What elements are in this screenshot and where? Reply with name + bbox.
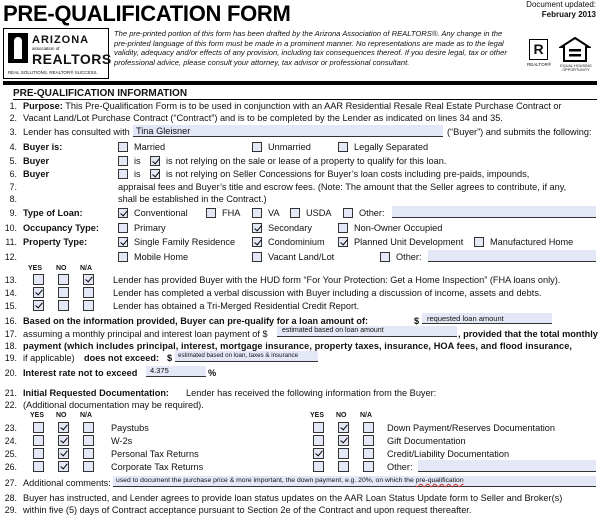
usda-checkbox[interactable] [290, 208, 300, 218]
interest-rate-label: Interest rate not to exceed [23, 368, 138, 378]
verbal-discussion-na-checkbox[interactable] [83, 287, 94, 298]
corporate-tax-no-checkbox[interactable] [58, 461, 69, 472]
line-number: 14. [4, 288, 17, 298]
concessions-text-2: appraisal fees and Buyer’s title and escrow fees. (Note: The amount that the Seller agrees to contribute, if any, [118, 182, 567, 192]
property-other-label: Other: [396, 252, 422, 262]
line-number: 27. [4, 478, 17, 488]
down-payment-yes-checkbox[interactable] [313, 422, 324, 433]
paystubs-yes-checkbox[interactable] [33, 422, 44, 433]
header-divider [3, 81, 597, 85]
married-label: Married [134, 142, 166, 152]
conventional-label: Conventional [134, 208, 188, 218]
logo-tagline: REAL SOLUTIONS. REALTOR® SUCCESS. [8, 70, 98, 75]
section-title: PRE-QUALIFICATION INFORMATION [13, 88, 188, 99]
na-column-head: N/A [360, 412, 373, 419]
credit-liability-na-checkbox[interactable] [363, 448, 374, 459]
line-number: 19. [4, 353, 17, 363]
total-payment-value: estimated based on loan, taxes & insurance [178, 352, 299, 359]
down-payment-na-checkbox[interactable] [363, 422, 374, 433]
realtor-icon-label: REALTOR® [527, 62, 552, 67]
paystubs-no-checkbox[interactable] [58, 422, 69, 433]
equal-housing-icon [559, 37, 591, 63]
pud-label: Planned Unit Development [354, 237, 464, 247]
verbal-discussion-yes-checkbox[interactable] [33, 287, 44, 298]
down-payment-label: Down Payment/Reserves Documentation [387, 423, 556, 433]
line-number: 20. [4, 368, 17, 378]
buyer-submits-label: (“Buyer”) and submits the following: [447, 127, 592, 137]
docs-other-yes-checkbox[interactable] [313, 461, 324, 472]
line-number: 13. [4, 275, 17, 285]
interest-rate-value: 4.375 [150, 366, 169, 375]
yes-column-head: YES [28, 265, 43, 272]
provided-total-text: , provided that the total monthly [458, 329, 598, 339]
no-column-head: NO [56, 265, 67, 272]
initial-docs-text: Lender has received the following information from the Buyer: [186, 388, 437, 398]
personal-tax-na-checkbox[interactable] [83, 448, 94, 459]
single-family-checkbox[interactable] [118, 237, 128, 247]
closing-text-1: Buyer has instructed, and Lender agrees to provide loan status updates on the AAR Loan Status Update form to Seller and Broker(s) [23, 493, 563, 503]
purpose-line-1 [23, 101, 562, 111]
mobile-home-label: Mobile Home [134, 252, 189, 262]
yes-column-head: YES [310, 412, 325, 419]
additional-comments-text: used to document the purchase price & more important, the down payment, e.g. 20%, on which the [116, 477, 416, 484]
credit-liability-no-checkbox[interactable] [338, 448, 349, 459]
non-owner-occupied-checkbox[interactable] [338, 223, 348, 233]
unmarried-label: Unmarried [268, 142, 311, 152]
initial-docs-label: Initial Requested Documentation: [23, 388, 169, 398]
line-number: 29. [4, 505, 17, 515]
hud-form-no-checkbox[interactable] [58, 274, 69, 285]
unmarried-checkbox[interactable] [252, 142, 262, 152]
manufactured-home-checkbox[interactable] [474, 237, 484, 247]
prequalify-text: Based on the information provided, Buyer can pre-qualify for a loan amount of: [23, 316, 369, 326]
pud-checkbox[interactable] [338, 237, 348, 247]
single-family-label: Single Family Residence [134, 237, 236, 247]
w2s-no-checkbox[interactable] [58, 435, 69, 446]
line-number: 18. [4, 341, 17, 351]
manufactured-home-label: Manufactured Home [490, 237, 574, 247]
loan-other-field[interactable] [392, 206, 596, 218]
credit-report-no-checkbox[interactable] [58, 300, 69, 311]
non-owner-occupied-label: Non-Owner Occupied [354, 223, 443, 233]
gift-doc-na-checkbox[interactable] [363, 435, 374, 446]
fha-checkbox[interactable] [206, 208, 216, 218]
buyer-is-label: Buyer is: [23, 142, 63, 152]
buyer-is-not-relying-concessions-checkbox[interactable] [150, 169, 160, 179]
down-payment-no-checkbox[interactable] [338, 422, 349, 433]
line-number: 3. [9, 127, 17, 137]
docs-other-label: Other: [387, 462, 413, 472]
verbal-discussion-text: Lender has completed a verbal discussion with Buyer including a discussion of income, assets and debts. [113, 288, 542, 298]
buyer-is-not-relying-sale-checkbox[interactable] [150, 156, 160, 166]
fha-label: FHA [222, 208, 241, 218]
na-column-head: N/A [80, 412, 93, 419]
condominium-label: Condominium [268, 237, 325, 247]
credit-report-text: Lender has obtained a Tri-Merged Residential Credit Report. [113, 301, 360, 311]
docs-other-no-checkbox[interactable] [338, 461, 349, 472]
realtor-r-icon: R [529, 39, 548, 60]
va-label: VA [268, 208, 280, 218]
buyer-is-relying-concessions-checkbox[interactable] [118, 169, 128, 179]
buyer-label: Buyer [23, 169, 50, 179]
relying-sale-text: is not relying on the sale or lease of a property to qualify for this loan. [166, 156, 447, 166]
loan-other-label: Other: [359, 208, 385, 218]
w2s-yes-checkbox[interactable] [33, 435, 44, 446]
dollar-sign: $ [167, 353, 173, 363]
purpose-text-1: This Pre-Qualification Form is to be used in conjunction with an AAR Residential Resale Real Estate Purchase Contract or [65, 101, 562, 111]
line-number: 12. [4, 252, 17, 262]
conventional-checkbox[interactable] [118, 208, 128, 218]
line-number: 24. [4, 436, 17, 446]
corporate-tax-yes-checkbox[interactable] [33, 461, 44, 472]
married-checkbox[interactable] [118, 142, 128, 152]
gift-doc-label: Gift Documentation [387, 436, 466, 446]
personal-tax-no-checkbox[interactable] [58, 448, 69, 459]
personal-tax-label: Personal Tax Returns [111, 449, 199, 459]
line-number: 4. [9, 142, 17, 152]
line-number: 28. [4, 493, 17, 503]
hud-form-yes-checkbox[interactable] [33, 274, 44, 285]
disclaimer-text: The pre-printed portion of this form has been drafted by the Arizona Association of REALTORS®. Any change in the pre-printed language of this form must be made in a prominent manner. No representations are made as to the legal validity, adequacy and/or effects of any provision, including tax consequences thereof. If you desire legal, tax or other professional advice, please consult your attorney, tax advisor or professional consultant. [114, 29, 507, 67]
line-number: 7. [9, 182, 17, 192]
property-other-checkbox[interactable] [380, 252, 390, 262]
line-number: 22. [4, 400, 17, 410]
corporate-tax-label: Corporate Tax Returns [111, 462, 204, 472]
lender-consulted-label: Lender has consulted with [23, 127, 130, 137]
logo-association: association of [32, 46, 60, 51]
credit-report-na-checkbox[interactable] [83, 300, 94, 311]
relying-concessions-text: is not relying on Seller Concessions for Buyer’s loan costs including pre-paids, impounds, [166, 169, 530, 179]
yes-column-head: YES [30, 412, 45, 419]
mobile-home-checkbox[interactable] [118, 252, 128, 262]
closing-text-2: within five (5) days of Contract acceptance pursuant to Section 2e of the Contract and upon request thereafter. [23, 505, 472, 515]
primary-label: Primary [134, 223, 166, 233]
dollar-sign: $ [414, 316, 420, 326]
loan-other-checkbox[interactable] [343, 208, 353, 218]
condominium-checkbox[interactable] [252, 237, 262, 247]
line-number: 17. [4, 329, 17, 339]
additional-docs-note: (Additional documentation may be required). [23, 400, 204, 410]
hud-form-na-checkbox[interactable] [83, 274, 94, 285]
cactus-logo-icon [8, 33, 28, 63]
purpose-label: Purpose: [23, 101, 63, 111]
is-label: is [134, 169, 141, 179]
updated-date: February 2013 [541, 10, 596, 19]
line-number: 16. [4, 316, 17, 326]
section-divider [13, 99, 597, 100]
monthly-payment-text: assuming a monthly principal and interest loan payment of $ [23, 329, 268, 339]
occupancy-label: Occupancy Type: [23, 223, 99, 233]
line-number: 26. [4, 462, 17, 472]
percent-sign: % [208, 368, 217, 378]
docs-other-field[interactable] [418, 460, 596, 472]
no-column-head: NO [336, 412, 347, 419]
if-applicable-text: if applicable) [23, 353, 75, 363]
document-updated [526, 0, 596, 20]
no-column-head: NO [56, 412, 67, 419]
hud-form-text: Lender has provided Buyer with the HUD form “For Your Protection: Get a Home Inspection” (FHA loans only). [113, 275, 561, 285]
logo-arizona: ARIZONA [32, 34, 90, 46]
primary-checkbox[interactable] [118, 223, 128, 233]
legally-separated-checkbox[interactable] [338, 142, 348, 152]
line-number: 25. [4, 449, 17, 459]
line-number: 6. [9, 169, 17, 179]
secondary-checkbox[interactable] [252, 223, 262, 233]
gift-doc-yes-checkbox[interactable] [313, 435, 324, 446]
w2s-label: W-2s [111, 436, 133, 446]
personal-tax-yes-checkbox[interactable] [33, 448, 44, 459]
additional-comments-label: Additional comments: [23, 478, 111, 488]
payment-includes-text: payment (which includes principal, interest, mortgage insurance, property taxes, insurance, HOA fees, and flood insurance, [23, 341, 573, 351]
loan-amount-value: requested loan amount [427, 314, 504, 323]
line-number: 1. [9, 101, 17, 111]
eho-label: EQUAL HOUSING OPPORTUNITY [560, 64, 592, 72]
line-number: 21. [4, 388, 17, 398]
property-type-label: Property Type: [23, 237, 88, 247]
monthly-payment-value: estimated based on loan amount [282, 327, 384, 334]
line-number: 15. [4, 301, 17, 311]
additional-comments-value [116, 477, 464, 484]
does-not-exceed-text: does not exceed: [84, 353, 160, 363]
verbal-discussion-no-checkbox[interactable] [58, 287, 69, 298]
vacant-land-checkbox[interactable] [252, 252, 262, 262]
usda-label: USDA [306, 208, 332, 218]
w2s-na-checkbox[interactable] [83, 435, 94, 446]
is-label: is [134, 156, 141, 166]
concessions-text-3: shall be established in the Contract.) [118, 194, 267, 204]
gift-doc-no-checkbox[interactable] [338, 435, 349, 446]
updated-label: Document updated: [526, 0, 596, 9]
line-number: 23. [4, 423, 17, 433]
vacant-land-label: Vacant Land/Lot [268, 252, 335, 262]
legally-separated-label: Legally Separated [354, 142, 429, 152]
arizona-realtors-logo [3, 28, 112, 79]
purpose-text-2: Vacant Land/Lot Purchase Contract (“Contract”) and is to be completed by the Lender as indicated on lines 34 and 35. [23, 113, 503, 123]
secondary-label: Secondary [268, 223, 312, 233]
na-column-head: N/A [80, 265, 93, 272]
line-number: 11. [5, 237, 17, 247]
buyer-label: Buyer [23, 156, 50, 166]
paystubs-na-checkbox[interactable] [83, 422, 94, 433]
line-number: 9. [9, 208, 17, 218]
additional-comments-flagged-word: pre-qualification [415, 477, 464, 484]
line-number: 5. [9, 156, 17, 166]
paystubs-label: Paystubs [111, 423, 149, 433]
line-number: 8. [9, 194, 17, 204]
buyer-name-value: Tina Gleisner [136, 126, 191, 136]
form-title: PRE-QUALIFICATION FORM [3, 1, 291, 26]
docs-other-na-checkbox[interactable] [363, 461, 374, 472]
loan-type-label: Type of Loan: [23, 208, 83, 218]
logo-realtors: REALTORS [32, 51, 112, 67]
va-checkbox[interactable] [252, 208, 262, 218]
credit-liability-label: Credit/Liability Documentation [387, 449, 510, 459]
credit-report-yes-checkbox[interactable] [33, 300, 44, 311]
buyer-is-relying-sale-checkbox[interactable] [118, 156, 128, 166]
line-number: 2. [9, 113, 17, 123]
corporate-tax-na-checkbox[interactable] [83, 461, 94, 472]
line-number: 10. [4, 223, 17, 233]
credit-liability-yes-checkbox[interactable] [313, 448, 324, 459]
property-other-field[interactable] [428, 250, 596, 262]
